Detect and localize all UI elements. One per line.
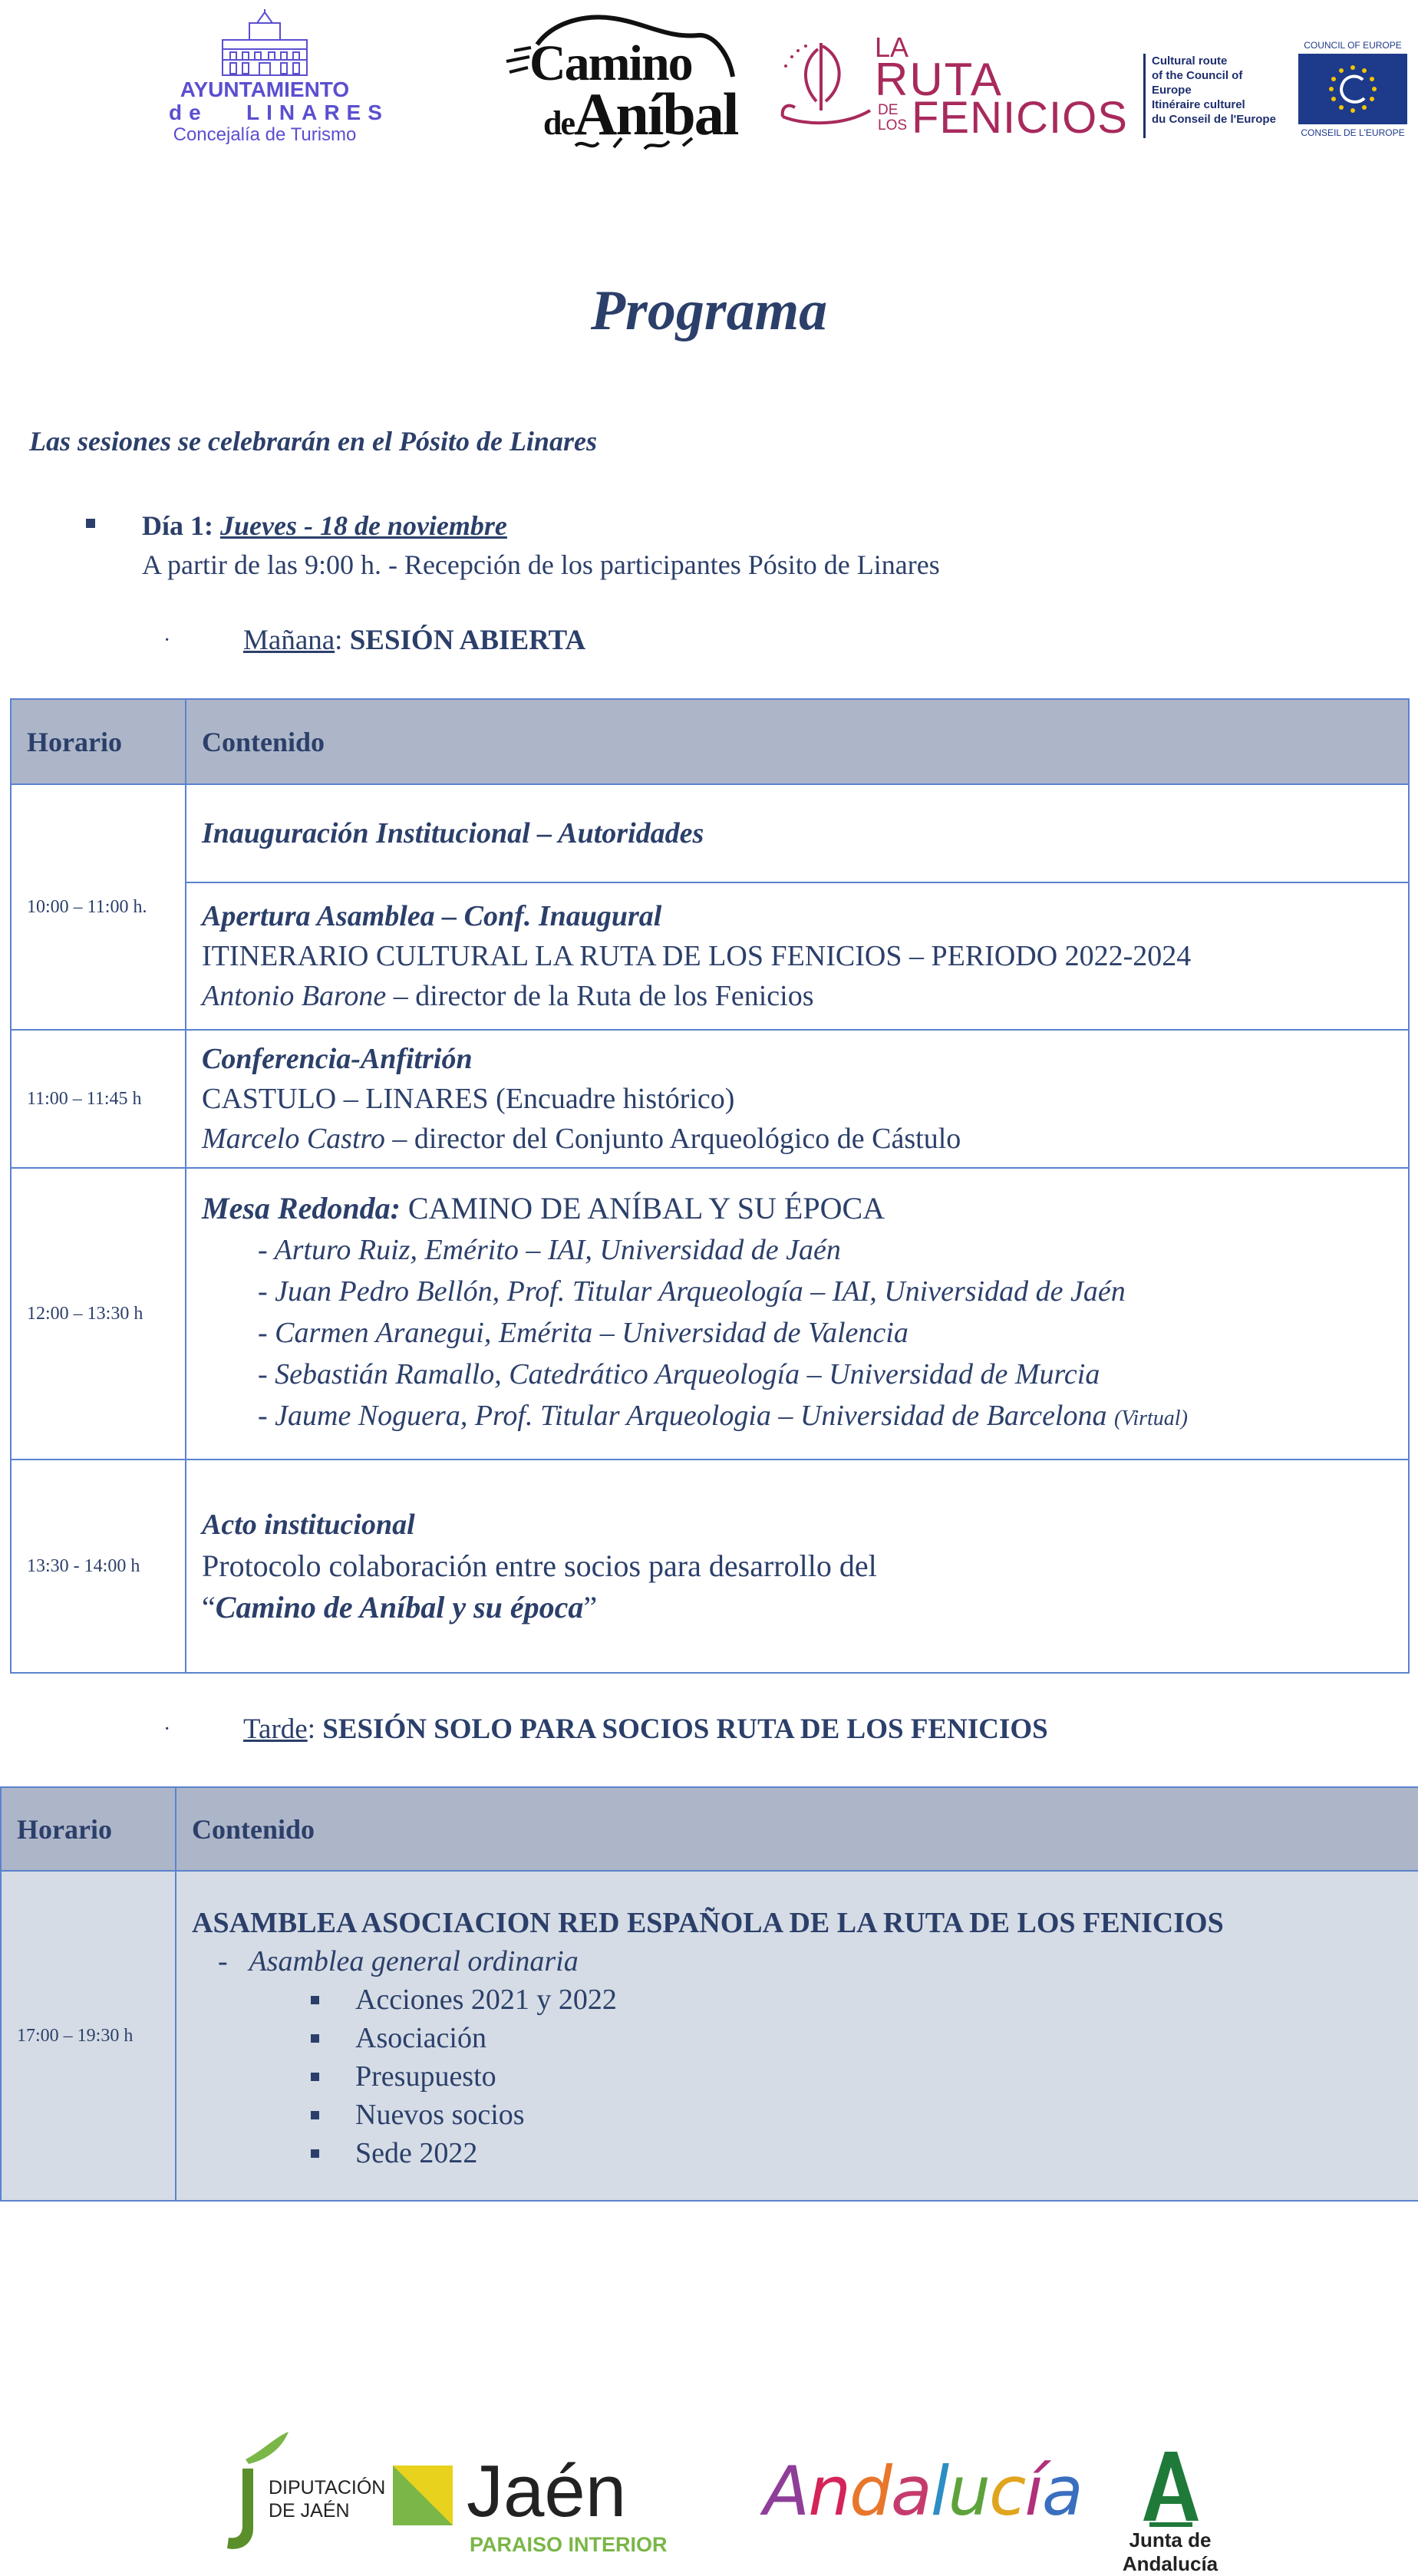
speaker-line: Antonio Barone – director de la Ruta de los Fenicios (202, 980, 814, 1012)
session-title: Conferencia-Anfitrión (202, 1043, 473, 1075)
table-row (11, 882, 1409, 1030)
day-label: Día 1: (142, 510, 213, 541)
logo-text: COUNCIL OF EUROPE (1304, 40, 1402, 51)
morning-schedule-table (10, 698, 1410, 1674)
afternoon-label: Tarde (243, 1713, 308, 1745)
table-row (11, 1460, 1409, 1673)
junta-andalucia-logo (1082, 2444, 1258, 2575)
table-header-row (11, 699, 1409, 784)
afternoon-session-heading: Tarde: SESIÓN SOLO PARA SOCIOS RUTA DE LOS FENICIOS (243, 1713, 1048, 1745)
content-cell (186, 1030, 1409, 1168)
time-cell: 11:00 – 11:45 h (11, 1030, 186, 1168)
table-header-row (1, 1787, 1418, 1871)
list-item: Nuevos socios (311, 2096, 1418, 2134)
square-bullet-icon (86, 519, 95, 528)
ship-icon (775, 31, 875, 146)
logo-text: PARAISO INTERIOR (470, 2533, 668, 2556)
morning-session-heading: Mañana: SESIÓN ABIERTA (243, 625, 586, 656)
sessions-note: Las sesiones se celebrarán en el Pósito de Linares (29, 426, 597, 457)
list-item: Acciones 2021 y 2022 (311, 1981, 1418, 2019)
session-subtitle: CASTULO – LINARES (Encuadre histórico) (202, 1083, 735, 1115)
time-cell: 10:00 – 11:00 h. (11, 784, 186, 1030)
speaker-line: Marcelo Castro – director del Conjunto Arqueológico de Cástulo (202, 1123, 961, 1155)
logo-text: LA (875, 31, 909, 63)
logo-text: RUTA (875, 54, 1003, 105)
speaker-line: - Juan Pedro Bellón, Prof. Titular Arqueología – IAI, Universidad de Jaén (258, 1275, 1126, 1308)
session-title: Mesa Redonda: CAMINO DE ANÍBAL Y SU ÉPOCA (202, 1191, 885, 1225)
list-item: Asociación (311, 2019, 1418, 2057)
list-item: Sede 2022 (311, 2134, 1418, 2172)
morning-session-name: SESIÓN ABIERTA (349, 625, 586, 656)
speaker-line: - Sebastián Ramallo, Catedrático Arqueología – Universidad de Murcia (258, 1358, 1100, 1390)
list-item: Presupuesto (311, 2057, 1418, 2096)
session-title: Inauguración Institucional – Autoridades (202, 817, 704, 849)
content-cell (186, 882, 1409, 1030)
council-of-europe-logo (1295, 40, 1410, 140)
session-subtitle: ITINERARIO CULTURAL LA RUTA DE LOS FENICIOS – PERIODO 2022-2024 (202, 940, 1192, 972)
cultural-route-label: Cultural route of the Council of Europe Itinéraire culturel du Conseil de l'Europe (1143, 54, 1281, 138)
logo-text: Concejalía de Turismo (173, 124, 357, 145)
session-quote: “Camino de Aníbal y su época” (202, 1590, 598, 1624)
content-cell (186, 1168, 1409, 1460)
speaker-line: - Carmen Aranegui, Emérita – Universidad de Valencia (258, 1317, 909, 1349)
eu-flag-icon (1298, 54, 1407, 124)
logo-text: de LINARES (169, 101, 389, 124)
table-row (11, 1168, 1409, 1460)
speaker-line: - Jaume Noguera, Prof. Titular Arqueologia – Universidad de Barcelona (Virtual) (258, 1400, 1188, 1432)
jaen-paraiso-interior-logo (393, 2450, 669, 2559)
logo-text: deAníbal (543, 81, 738, 147)
logo-text: CONSEIL DE L'EUROPE (1301, 127, 1405, 138)
diputacion-jaen-logo (223, 2429, 386, 2555)
time-cell: 12:00 – 13:30 h (11, 1168, 186, 1460)
day-date: Jueves - 18 de noviembre (220, 510, 507, 541)
afternoon-schedule-table (0, 1786, 1418, 2202)
table-row (1, 1871, 1418, 2201)
arrival-text: A partir de las 9:00 h. - Recepción de los participantes Pósito de Linares (142, 549, 940, 580)
dot-bullet-icon: · (163, 628, 171, 652)
assembly-title: ASAMBLEA ASOCIACION RED ESPAÑOLA DE LA RUTA DE LOS FENICIOS (192, 1907, 1224, 1939)
assembly-subtitle: - Asamblea general ordinaria (218, 1945, 579, 1977)
logo-text: Junta de Andalucía (1122, 2528, 1218, 2575)
header-contenido: Contenido (176, 1787, 1418, 1871)
andalucia-logo: Andalucía (763, 2452, 1082, 2531)
session-title: Acto institucional (202, 1509, 415, 1541)
session-title: Apertura Asamblea – Conf. Inaugural (202, 900, 662, 932)
table-row (11, 784, 1409, 882)
table-row (11, 1030, 1409, 1168)
logo-text: DE LOS (878, 102, 908, 134)
junta-a-icon (1082, 2444, 1258, 2528)
logo-text: AYUNTAMIENTO (180, 78, 350, 101)
ayuntamiento-linares-logo (169, 9, 389, 159)
logo-text: Camino (529, 35, 692, 91)
header-horario: Horario (1, 1787, 176, 1871)
header-contenido: Contenido (186, 699, 1409, 784)
ruta-de-los-fenicios-logo (775, 31, 1136, 146)
time-cell: 13:30 - 14:00 h (11, 1460, 186, 1673)
logo-text: DIPUTACIÓN DE JAÉN (269, 2477, 386, 2522)
content-cell (186, 1460, 1409, 1673)
logo-text: FENICIOS (912, 93, 1128, 143)
agenda-list (192, 1981, 1418, 2172)
morning-label: Mañana (243, 625, 335, 656)
afternoon-session-name: SESIÓN SOLO PARA SOCIOS RUTA DE LOS FENICIOS (322, 1713, 1048, 1745)
speaker-line: - Arturo Ruiz, Emérito – IAI, Universidad de Jaén (258, 1234, 841, 1266)
day1-heading (142, 506, 507, 545)
building-icon (215, 9, 315, 78)
content-cell (186, 784, 1409, 882)
page-title: Programa (590, 279, 828, 342)
logo-text: Jaén (467, 2450, 627, 2532)
session-subtitle: Protocolo colaboración entre socios para desarrollo del (202, 1549, 877, 1583)
header-horario: Horario (11, 699, 186, 784)
dot-bullet-icon: · (163, 1717, 171, 1741)
content-cell (176, 1871, 1418, 2201)
jaen-triangle-icon (393, 2466, 453, 2525)
time-cell: 17:00 – 19:30 h (1, 1871, 176, 2201)
camino-de-anibal-logo (499, 8, 744, 157)
